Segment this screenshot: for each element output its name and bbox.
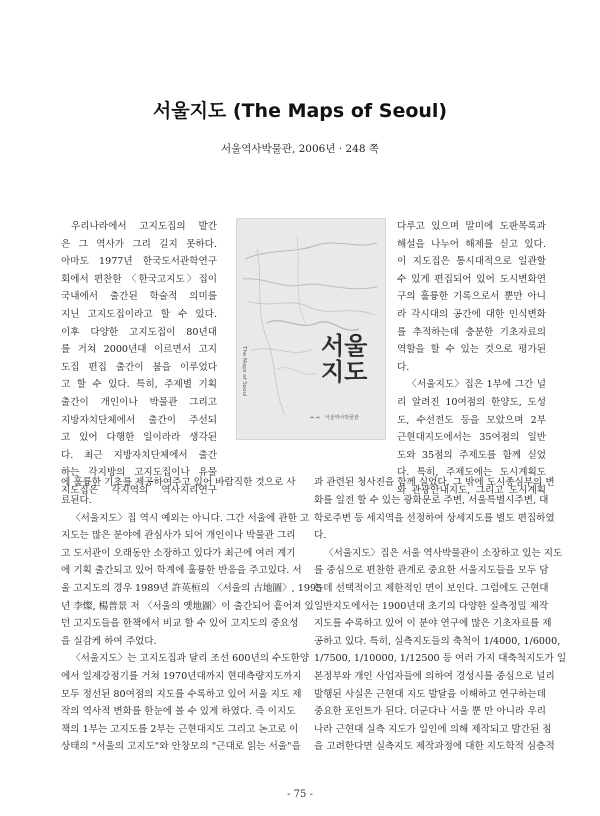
text-line: 작의 역사적 변화를 한눈에 볼 수 있게 하였다. 즉 이지도 — [61, 706, 296, 718]
text-line: 에 훌륭한 기초를 제공하여주고 있어 바람직한 것으로 사 — [61, 477, 296, 488]
text-line: 지도집은 각지역의 역사지리연구 — [61, 484, 217, 496]
text-line: 〈서울지도〉집은 서울 역사박물관이 소장하고 있는 지도 — [324, 547, 563, 559]
text-line: 울 고지도의 경우 1989년 許英桓의 〈서울의 古地圖〉, 1995 — [61, 582, 323, 594]
cover-korean-title — [321, 333, 371, 385]
text-line: 국내에서 출간된 학술적 의미를 — [61, 291, 217, 303]
text-line: 책의 1부는 고지도를 2부는 근현대지도 그리고 논고로 이 — [61, 723, 299, 735]
text-line: 지도는 많은 분야에 관심사가 되어 개인이나 박물관 그리 — [61, 530, 296, 542]
right-column-text — [397, 218, 546, 500]
text-line: 을 고려한다면 실측지도 제작과정에 대한 지도학적 심층적 — [314, 741, 555, 753]
book-cover-image — [236, 218, 386, 440]
text-line: 다루고 있으며 말미에 도판목록과 — [397, 221, 546, 232]
text-line: 해설을 나누어 해제를 싣고 있다. — [397, 238, 546, 250]
text-line: 〈서울지도〉는 고지도집과 달리 조선 600년의 수도한양 — [71, 653, 310, 665]
text-line: 다. 최근 지방자치단체에서 출간 — [61, 449, 217, 461]
text-line: 에 기획 출간되고 있어 학계에 훌륭한 반응을 주고있다. 서 — [61, 565, 302, 577]
text-line: 던 고지도들을 한책에서 비교 할 수 있어 고지도의 중요성 — [61, 618, 299, 630]
text-line: 고 있어 다행한 일이라라 생각된 — [61, 432, 217, 444]
text-line: 고 할 수 있다. 특히, 주제별 기획 — [61, 379, 217, 391]
text-line: 료된다. — [61, 495, 92, 506]
text-line: 년 李燦, 楊普景 저 〈서울의 옛地圖〉이 출간되어 흩어져 있 — [61, 600, 314, 612]
text-line: 을 실감케 하여 주었다. — [61, 635, 157, 647]
text-line: 하는 각지방의 고지도집이나 유물 — [61, 467, 217, 479]
text-line: 일반지도에서는 1900년대 초기의 다양한 실측정밀 제작 — [314, 600, 549, 612]
text-line: 다. 특히, 주제도에는 도시계획도 — [397, 467, 546, 479]
text-line: 우리나라에서 고지도집의 발간 — [71, 221, 217, 232]
text-line: 은 그 역사가 그리 길지 못하다. — [61, 238, 217, 250]
text-line: 1/7500, 1/10000, 1/12500 등 여러 가지 대축척지도가 일 — [314, 653, 567, 665]
article-subtitle: 서울역사박물관, 2006년 · 248 쪽 — [220, 143, 380, 155]
museum-logo-icon: ᄊᄊ — [309, 417, 321, 424]
text-line: 〈서울지도〉집 역시 예외는 아니다. 그간 서울에 관한 고 — [71, 512, 310, 524]
bottom-left-column — [61, 492, 323, 756]
text-line: 본정부와 개인 사업자들에 의하여 경성시를 중심으로 널리 — [314, 670, 555, 682]
text-line: 중요한 포인트가 된다. 더군다나 서울 뿐 만 아니라 우리 — [314, 706, 546, 718]
bottom-right-column — [314, 492, 567, 756]
cover-english-title: The Maps of Seoul — [241, 346, 247, 397]
text-line: 를 거쳐 2000년대 이르면서 고지 — [61, 344, 217, 356]
text-line: 도와 35점의 주제도를 함께 싣었 — [397, 449, 546, 461]
text-line: 고 도서관이 오래동안 소장하고 있다가 최근에 여러 계기 — [61, 547, 296, 559]
text-line: 이후 다양한 고지도집이 80년대 — [61, 326, 217, 338]
page-number: - 75 - — [287, 789, 313, 800]
text-line: 〈서울지도〉집은 1부에 그간 널 — [407, 379, 546, 391]
text-line: 역할을 할 수 있는 것으로 평가된 — [397, 344, 546, 356]
text-line: 지닌 고지도집이라고 할 수 있다. — [61, 308, 217, 320]
text-line: 를 중심으로 편찬한 관계로 중요한 서울지도들을 모두 담 — [314, 565, 549, 577]
text-line: 리 알려진 10여점의 한양도, 도성 — [397, 396, 546, 408]
text-line: 발행된 사실은 근현대 지도 발달을 이해하고 연구하는데 — [314, 688, 546, 700]
text-line: 이 지도집은 통시대적으로 일관할 — [397, 256, 546, 268]
text-line: 근현대지도에서는 35여점의 일반 — [397, 432, 546, 444]
text-line: 도집 편집 출간이 붐을 이루었다 — [61, 361, 217, 373]
text-line: 지도를 수록하고 있어 이 분야 연구에 많은 기초자료를 제 — [314, 618, 552, 630]
text-line: 구의 훌륭한 기록으로서 뿐만 아니 — [397, 291, 546, 303]
text-line: 지방자치단체에서 출간이 주선되 — [61, 414, 217, 426]
text-line: 라 각시대의 공간에 대한 인식변화 — [397, 308, 546, 320]
map-illustration — [237, 219, 385, 439]
text-line: 과 관련된 청사진을 함께 실었다. 그 밖에 도시종심부의 변 — [314, 477, 555, 488]
text-line: 도, 수선전도 등을 모았으며 2부 — [397, 414, 546, 426]
text-line: 화를 일전 할 수 있는 광화문로 주변, 서울특별시주변, 대 — [314, 495, 549, 506]
text-line: 회에서 편찬한 〈한국고지도〉집이 — [61, 273, 217, 285]
text-line: 수 있게 편집되어 있어 도시변화연 — [397, 273, 546, 285]
text-line: 와 관광안내지도, 그리고 도시계획 — [397, 484, 546, 496]
text-line: 학로주변 등 세지역을 선정하여 상세지도를 별도 편집하였 — [314, 512, 555, 524]
text-line: 상태의 "서울의 고지도"와 안창모의 "근대로 읽는 서울"을 — [61, 741, 301, 753]
text-line: 다. — [314, 530, 327, 542]
text-line: 는데 선택적이고 제한적인 면이 보인다. 그럼에도 근현대 — [314, 582, 549, 594]
text-line: 에서 일제강점기를 거쳐 1970년대까지 현대측량지도까지 — [61, 670, 302, 682]
text-line: 공하고 있다. 특히, 실측지도들의 축척이 1/4000, 1/6000, — [314, 635, 561, 647]
cover-title-line: 지도 — [321, 358, 368, 386]
article-title: 서울지도 (The Maps of Seoul) — [152, 100, 448, 122]
text-line: 아마도 1977년 한국도서관학연구 — [61, 256, 217, 268]
text-line: 출간이 개인이나 박물관 그리고 — [61, 396, 217, 408]
text-line: 다. — [397, 361, 410, 373]
text-line: 나라 근현대 실측 지도가 일인에 의해 제작되고 발간된 점 — [314, 723, 552, 735]
text-line: 모두 정선된 80여점의 지도를 수록하고 있어 서울 지도 제 — [61, 688, 302, 700]
cover-title-line: 서울 — [321, 332, 368, 360]
text-line: 를 추적하는데 충분한 기초자료의 — [397, 326, 546, 338]
left-column-text — [61, 218, 217, 500]
cover-publisher: 서울역사박물관 — [325, 415, 359, 421]
